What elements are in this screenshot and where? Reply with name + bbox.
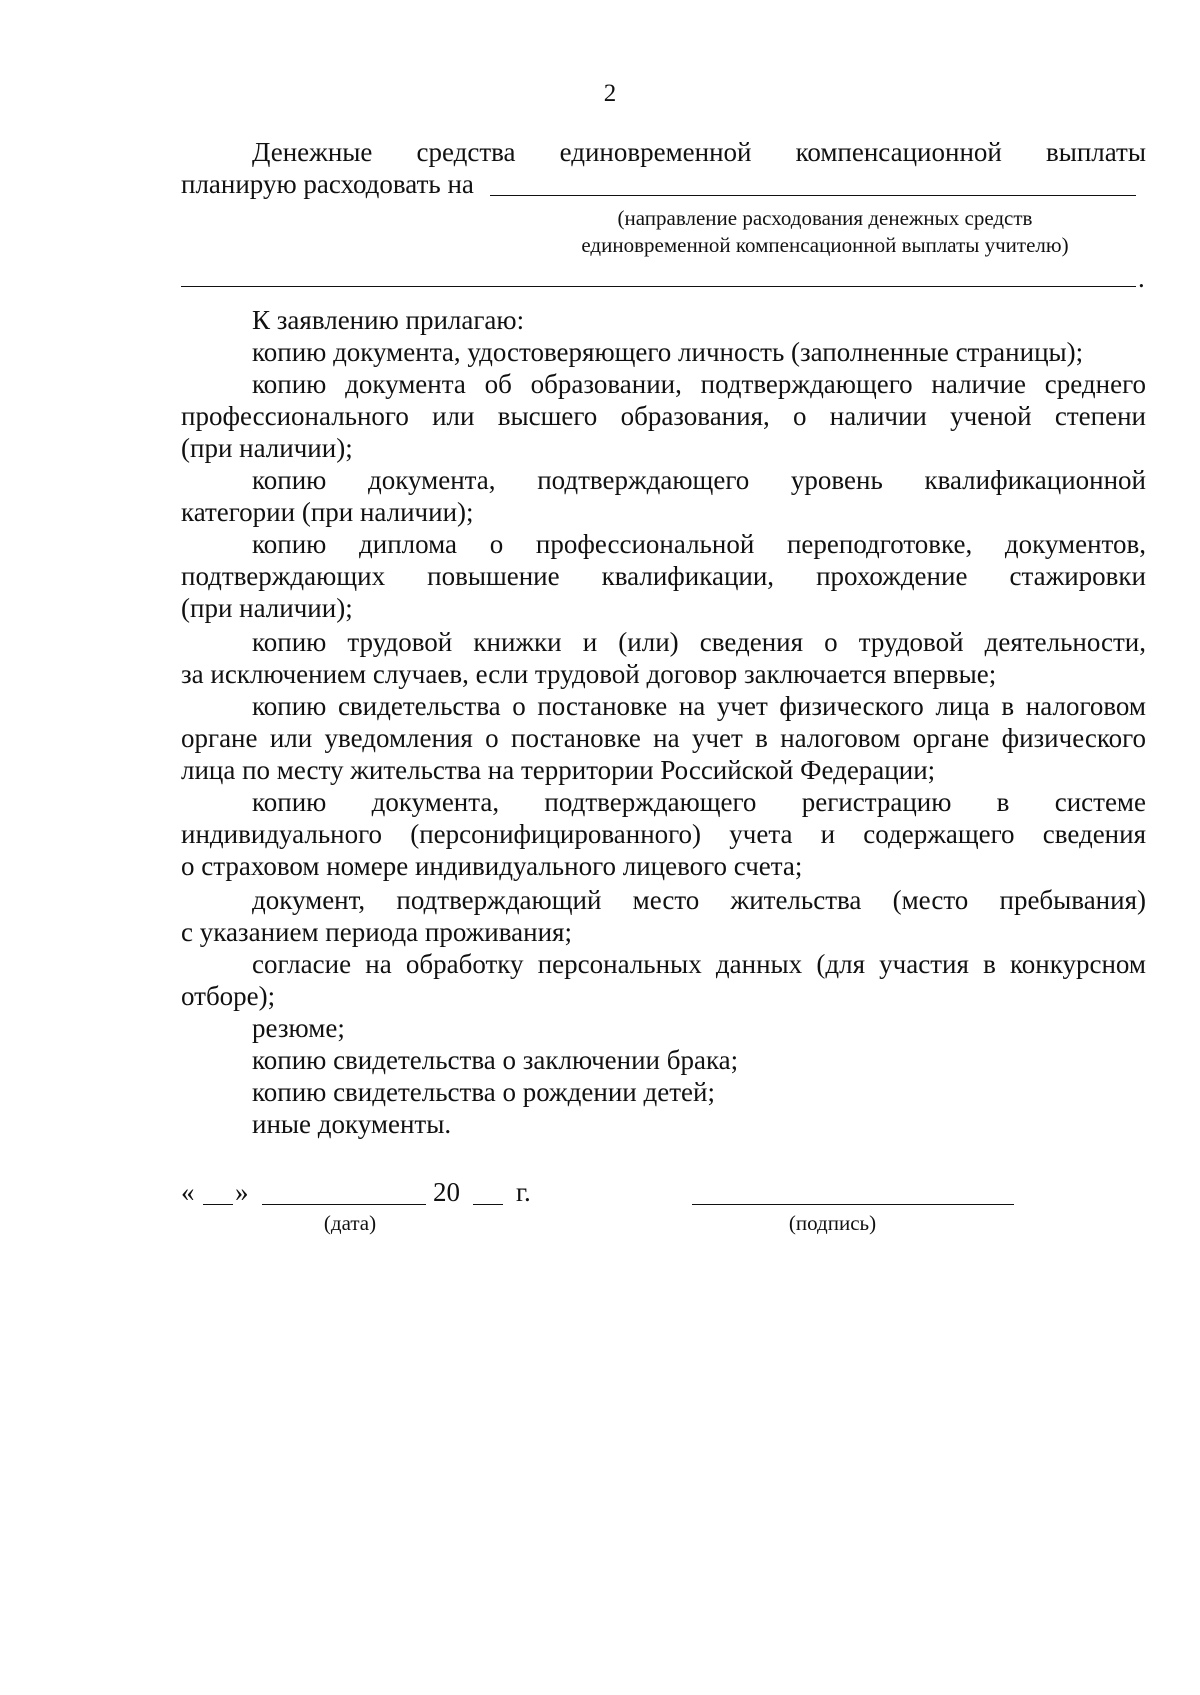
date-month-blank xyxy=(262,1204,426,1205)
intro-line-2: планирую расходовать на xyxy=(181,169,474,199)
page-number: 2 xyxy=(603,80,617,107)
intro-end-mark: . xyxy=(1138,263,1145,293)
attachment-line: копию документа об образовании, подтверждающего наличие среднего xyxy=(252,369,1146,399)
date-day-blank xyxy=(203,1204,233,1205)
attachment-line: индивидуального (персонифицированного) учета и содержащего сведения xyxy=(181,819,1146,849)
spending-direction-blank xyxy=(490,195,1136,196)
signature-blank xyxy=(692,1204,1014,1205)
attachment-line: согласие на обработку персональных данных (для участия в конкурсном xyxy=(252,949,1146,979)
attachment-line: органе или уведомления о постановке на учет в налоговом органе физического xyxy=(181,723,1146,753)
attachment-line: за исключением случаев, если трудовой договор заключается впервые; xyxy=(181,659,997,689)
intro-line-1: Денежные средства единовременной компенсационной выплаты xyxy=(252,137,1146,167)
date-close-quote: » xyxy=(235,1177,249,1207)
attachment-line: копию свидетельства о постановке на учет физического лица в налоговом xyxy=(252,691,1146,721)
attachment-line: с указанием периода проживания; xyxy=(181,917,572,947)
date-year-suffix: г. xyxy=(516,1177,531,1207)
date-caption: (дата) xyxy=(323,1211,377,1235)
spending-caption-1: (направление расходования денежных средств xyxy=(617,206,1033,230)
attachment-line: копию документа, подтверждающего уровень квалификационной xyxy=(252,465,1146,495)
attachment-line: категории (при наличии); xyxy=(181,497,474,527)
attachment-line: подтверждающих повышение квалификации, прохождение стажировки xyxy=(181,561,1146,591)
attachment-line: копию документа, подтверждающего регистрацию в системе xyxy=(252,787,1146,817)
attachment-line: профессионального или высшего образования, о наличии ученой степени xyxy=(181,401,1146,431)
attachment-line: о страховом номере индивидуального лицевого счета; xyxy=(181,851,803,881)
attachment-line: иные документы. xyxy=(252,1109,452,1139)
attachment-line: копию трудовой книжки и (или) сведения о трудовой деятельности, xyxy=(252,627,1146,657)
attachments-heading: К заявлению прилагаю: xyxy=(252,305,525,335)
attachment-line: копию диплома о профессиональной переподготовке, документов, xyxy=(252,529,1146,559)
signature-caption: (подпись) xyxy=(788,1211,877,1235)
attachment-line: лица по месту жительства на территории Российской Федерации; xyxy=(181,755,936,785)
attachment-line: (при наличии); xyxy=(181,433,353,463)
date-year-prefix: 20 xyxy=(433,1177,460,1207)
attachment-line: документ, подтверждающий место жительства (место пребывания) xyxy=(252,885,1146,915)
spending-continuation-blank xyxy=(181,286,1136,287)
attachment-line: (при наличии); xyxy=(181,593,353,623)
date-open-quote: « xyxy=(181,1177,195,1207)
attachment-line: копию свидетельства о заключении брака; xyxy=(252,1045,739,1075)
attachment-line: отборе); xyxy=(181,981,276,1011)
date-year-blank xyxy=(473,1204,503,1205)
attachment-line: резюме; xyxy=(252,1013,345,1043)
attachment-line: копию свидетельства о рождении детей; xyxy=(252,1077,715,1107)
spending-caption-2: единовременной компенсационной выплаты учителю) xyxy=(581,233,1069,257)
attachment-line: копию документа, удостоверяющего личность (заполненные страницы); xyxy=(252,337,1084,367)
